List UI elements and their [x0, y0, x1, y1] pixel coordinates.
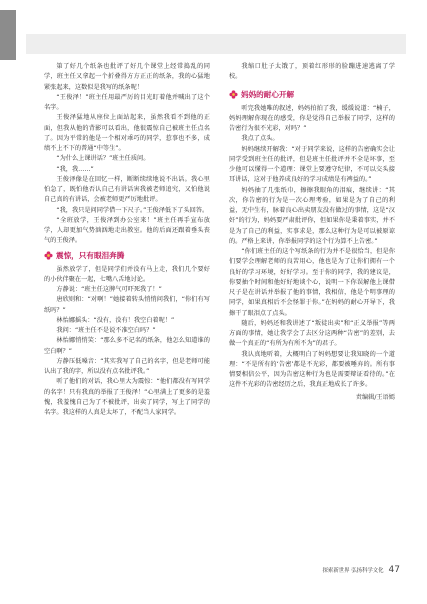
decorative-gray-strip: [0, 10, 16, 60]
body-paragraph: 随后，妈妈还和我讲述了“叛徒出卖”和“正义举报”等两方面的事情，她让我学会了去区分这两种“告密”的差别，去做一个真正的“有所为有所不为”的君子。: [229, 319, 395, 348]
body-paragraph: “我，我只是问同学借一下尺子。”王俊泽低下了头回答。: [56, 206, 209, 214]
body-paragraph: “我，我……”: [56, 165, 94, 173]
header-band: [26, 34, 406, 54]
right-column: [229, 62, 395, 403]
editor-credit: 责编辑/王语嫣: [355, 393, 395, 401]
body-paragraph: 我点了点头。: [241, 135, 279, 143]
body-paragraph: 林怡娜悄悄笑：“那么多不记名的纸条，他怎么知道谁的空白啊？”: [44, 337, 210, 355]
body-paragraph: “为什么上课讲话？”班主任质问。: [56, 155, 150, 163]
section-title: 妈妈的耐心开解: [241, 89, 295, 99]
left-column: [44, 62, 210, 418]
body-paragraph: 听完我她唯的叙述，妈妈拍拍了我，缓缓说道：“楠子，妈妈理解你现在的感受，你是觉得自己举报了同学，这样的告密行为很不光彩，对吗？”: [229, 104, 395, 132]
flower-icon: [229, 90, 238, 99]
flower-icon: [44, 251, 53, 260]
body-paragraph: 方静说：“班主任这脾气可吓死我了！”: [56, 286, 162, 293]
body-paragraph: 王俊泽像是在回忆一样，断断续续地说不出话。我心里怕急了，既怕他否认自己有讲话害我被老师追究，又怕他说自己真的有讲话，会被老师更严厉地批评。: [44, 175, 210, 204]
body-paragraph: 唐欣则和：“对啊！”她接着转头悄悄问我们，“你们有写纸吗？”: [44, 296, 210, 314]
section-title: 震惊，只有眼泪奔腾: [56, 250, 125, 260]
body-paragraph: 方静压低嗓音：“其实我写了自己的名字，但是老师可能认出了我的字，所以没有点名批评我。”: [44, 357, 210, 375]
body-paragraph: 听了他们的对话，我心里大为震惊：“他们都没有写同学的名字！只有我真的举报了王俊泽！”心里满上了更多的是羞愧，我羞愧自己为了不被批评，出卖了同学，写上了同学的名字。我这样的人真是太坏了，不配当人家同学。: [44, 378, 210, 416]
body-paragraph: 我问：“班主任不是说不准空白吗？”: [56, 327, 156, 334]
magazine-label: 探索新世界 弘扬科学文化: [322, 568, 384, 574]
body-paragraph: 虽然放学了，但是同学们并没有马上走，我们几个要好的小伙伴聚在一起，七嘴八舌地讨论。: [44, 265, 210, 283]
body-paragraph: 王俊泽猛地从座位上面站起来，虽然我看不到他的正面，但我从他的背影可以看出，他很震惊自己被班主任点名了。因为平常的他是一个相对乖巧的同学，惹事也不多，成绩不上不下的普通“中等生”。: [44, 114, 210, 152]
body-paragraph: 妈妈继续开解我：“对于同学来说，这样的告密确实会让同学受到班主任的批评，但是班主任批评并不全是坏事，至少他可以懂得一个道理：课堂上要遵守纪律，不可以交头接耳讲话，这对于他养成良好的学习成绩是有裨益的。”: [229, 145, 395, 184]
page-footer: [229, 565, 400, 575]
body-paragraph: 妈妈抽了几张纸巾，擦擦我眼角的泪痕，继续讲：“其次，你告密的行为是一次心理考验，如果是为了自己的利益，无中生有，脉着良心出卖朋友没有做过的事情，这是“汉奸”的行为，妈妈要严肃批评你，但如果你是秉着事实，并不是为了自己的利益，实事求是，那么这种行为是可以被原谅的。严格上来讲，你举报同学的这个行为算不上告密。”: [229, 186, 395, 245]
body-paragraph: 林怡娜摇头：“没有，没有！我空白着呢！”: [56, 316, 175, 324]
body-paragraph: “全班放学，王俊泽到办公室来！”班主任再手宣布放学，人却更加气势汹汹地走出教室。他的后面还跟着垂头丧气的王俊泽。: [44, 216, 210, 245]
section-heading-patience: [229, 89, 395, 100]
page-number: 47: [388, 565, 400, 575]
body-paragraph: 第了好几个纸条也批评了好几个课堂上经常捣乱的同学，班主任又拿起一个折叠得方方正正的纸条，我的心猛地紧张起来，这数似是我写的纸条呢！: [44, 63, 210, 91]
section-heading-shock: [44, 250, 210, 261]
body-paragraph: 我认真地听着，大概明白了妈妈想要让我知晓的一个道理：“不是所有的‘告密’都是不光彩，都要被唾弃的。所有事情要相信公平，因为告密这种行为也是需要辩证看待的。”在这件不光彩的告密经历之后，我真正地成长了许多。: [229, 350, 395, 389]
body-paragraph: 我缩口肚子太饿了，顶着红形形的脸蹦进速逃离了学校。: [229, 63, 395, 81]
body-paragraph: “王俊泽！”班主任用最严厉的目光盯着他并喊出了这个名字。: [44, 93, 210, 111]
body-paragraph: “你们班主任的这个写纸条的行为并不是很恰当，但是你们要学会理解老师的良苦用心，他也是为了让你们拥有一个良好的学习环境，好好学习。至于你的同学，我的建议是，你要抽个时间和他好好地谈个心，说明一下你误解他上课借尺子是在讲话并举报了他的事情，我相信，他是个明事理的同学，如果真相后不会怪罪于你。”在妈妈的耐心开导下，我擦干了眼泪点了点头。: [229, 248, 395, 317]
